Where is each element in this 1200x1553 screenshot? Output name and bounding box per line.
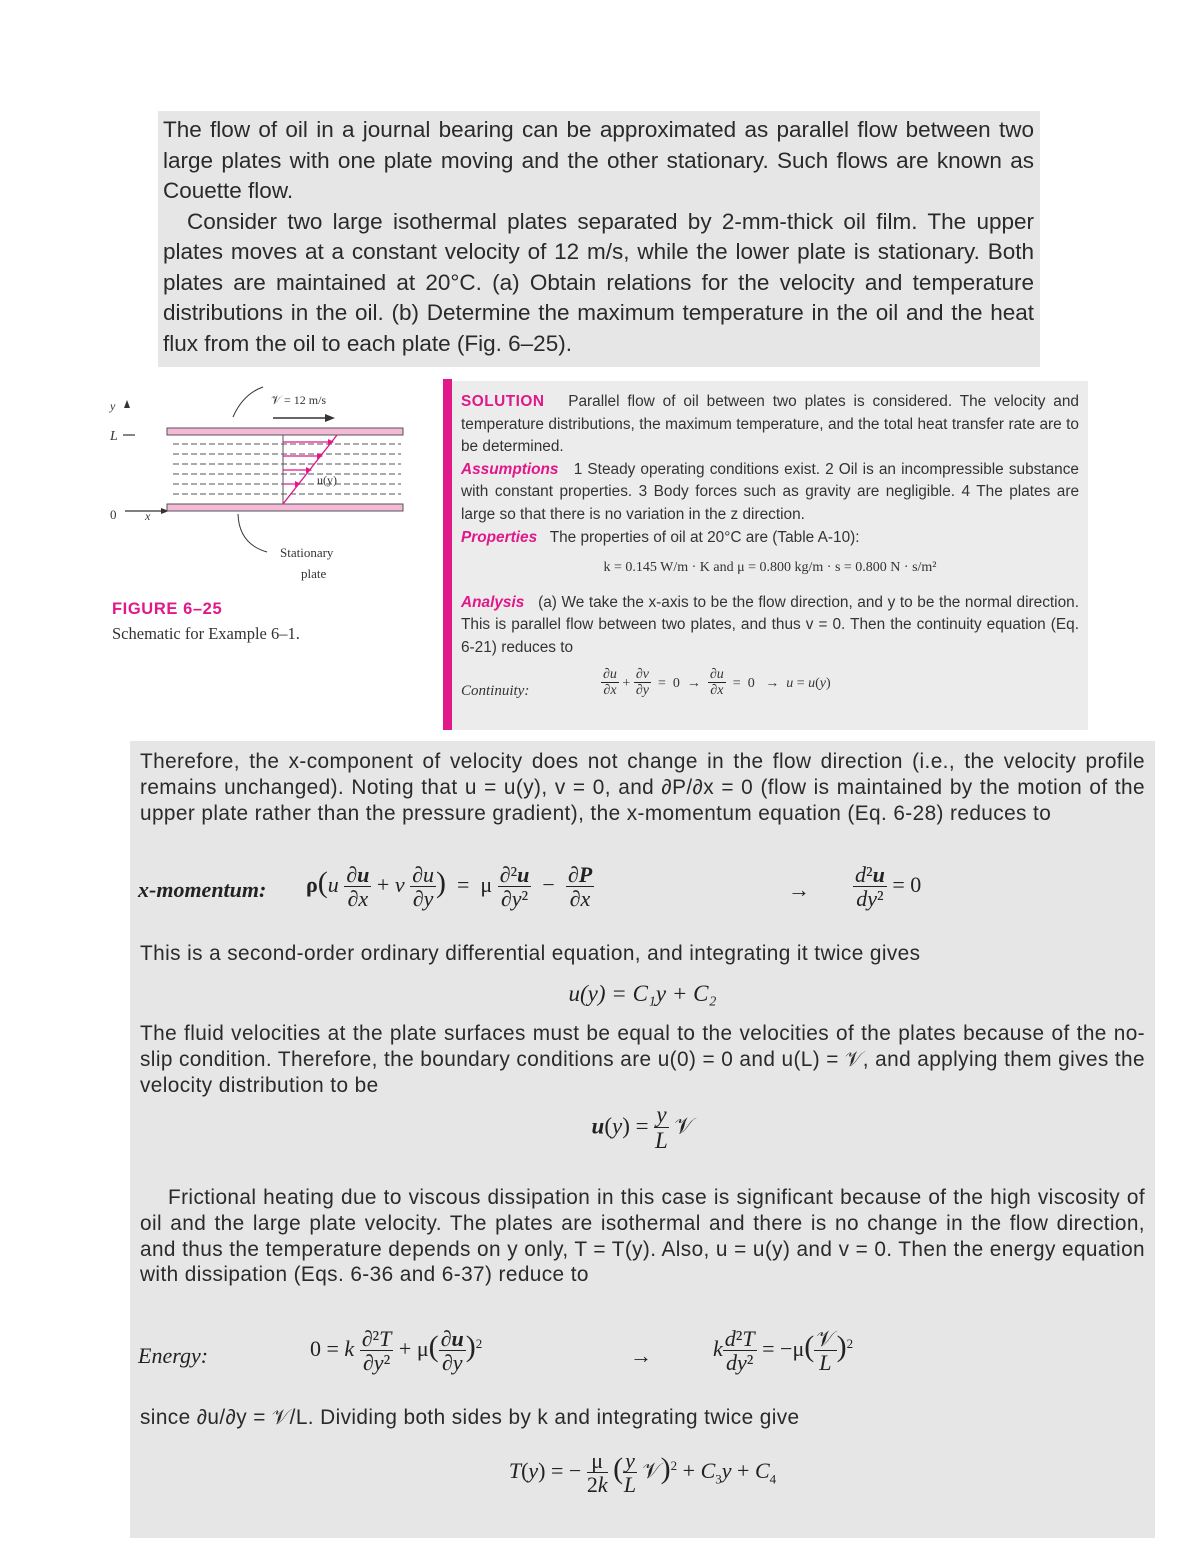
figure-caption-label: FIGURE 6–25 [112,600,223,618]
solution-text: Parallel flow of oil between two plates is considered. The velocity and temperature distributions, the maximum temperature, and the total heat transfer rate are to be determined. [461,393,1079,456]
x-momentum-label: x-momentum: [138,877,267,902]
lower-plate [167,504,403,511]
assumptions-heading: Assumptions [461,460,559,478]
velocity-arrow-head [325,414,335,422]
x-momentum-arrow: → [788,877,810,902]
x-momentum-lhs: ρ(u $\frac{\partial u}{\partial x}$ + v $\frac{\partial u}{\partial y}$ ) = μ $\frac{\text{∂²u}}{\text{∂y²}}$ − $\frac{\partial P}{\partial x}$ [306,862,593,912]
temperature-distribution-equation: T(y) = − $\frac{\mu}{2k}$ ( $\frac{y}{L}$ 𝒱)$^2$ + $C_3y + C_4$ [508,1448,777,1498]
y-axis-label: y [110,399,116,413]
solution-paragraph [461,391,1079,459]
L-label: L [110,429,118,444]
continuity-label: Continuity: [461,682,530,699]
paragraph-x-component: Therefore, the x-component of velocity does not change in the flow direction (i.e., the velocity profile remains unchanged). Noting that u = u(y), v = 0, and ∂P/∂x = 0 (flow is maintained by the motion of the upper plate rather than the pressure gradient), the x-momentum equation (Eq. 6-28) reduces to [140,750,1145,825]
stationary-label-2: plate [301,566,327,581]
figure-caption [112,600,300,644]
properties-equation: k = 0.145 W/m · K and μ = 0.800 kg/m · s = 0.800 N · s/m² [603,560,937,576]
problem-statement [158,111,1040,367]
stationary-label-1: Stationary [280,545,334,560]
x-axis-label: x [145,509,151,523]
properties-heading: Properties [461,528,538,546]
paragraph-second-order: This is a second-order ordinary differential equation, and integrating it twice gives [140,942,921,965]
paragraph-no-slip: The fluid velocities at the plate surfaces must be equal to the velocities of the plates because of the no-slip condition. Therefore, the boundary conditions are u(0) = 0 and u(L) = 𝒱, and applying them gives the velocity distribution to be [140,1022,1145,1097]
analysis-paragraph [461,592,1079,660]
continuity-equation [461,668,1079,712]
properties-text: The properties of oil at 20°C are (Table A-10): [549,528,860,546]
problem-paragraph-2: Consider two large isothermal plates separated by 2-mm-thick oil film. The upper plates moves at a constant velocity of 12 m/s, while the lower plate is stationary. Both plates are maintained at 20°C. (a) Obtain relations for the velocity and temperature distributions in the oil. (b) Determine the maximum temperature in the oil and the heat flux from the oil to each plate (Fig. 6–25). [163,208,1034,356]
continuity-formula: $\frac{\partial u}{\partial x}$ + $\frac{\partial v}{\partial y}$ = 0 → $\frac{\partial u}{\partial x}$ = 0 → u = u(y) [603,666,831,699]
velocity-distribution-equation: u(y) = $\frac{y}{L}$ 𝒱 [591,1102,694,1154]
main-derivation-box [130,741,1155,1538]
velocity-leader [233,387,263,417]
x-momentum-result: $\frac{\text{d²u}}{\text{dy²}}$ = 0 [855,862,922,912]
zero-label: 0 [110,507,117,522]
problem-paragraph-1: The flow of oil in a journal bearing can be approximated as parallel flow between two large plates with one plate moving and the other stationary. Such flows are known as Couette flow. [163,117,1034,203]
energy-lhs: 0 = k $\frac{\text{∂²T}}{\text{∂y²}}$ + μ( $\frac{\partial u}{\partial y}$ )$^2$ [310,1326,483,1376]
x-momentum-equation [138,863,1138,919]
assumptions-paragraph [461,459,1079,527]
stationary-leader [238,514,267,552]
paragraph-dividing: since ∂u/∂y = 𝒱/L. Dividing both sides by k and integrating twice give [140,1406,800,1429]
energy-equation [138,1327,1138,1387]
solution-box [443,381,1088,730]
solution-accent-bar [443,381,452,730]
upper-plate [167,428,403,435]
profile-label: u(y) [317,473,337,487]
analysis-text: (a) We take the x-axis to be the flow direction, and y to be the normal direction. This is parallel flow between two plates, and thus v = 0. Then the continuity equation (Eq. 6-21) reduces to [461,593,1079,656]
analysis-heading: Analysis [461,593,525,611]
assumptions-text-b: 4 The plates are large so that there is no variation in the z direction. [461,483,1080,523]
oil-film-lines [173,444,401,494]
couette-flow-figure [105,372,415,592]
properties-paragraph [461,527,1079,550]
paragraph-frictional-heating: Frictional heating due to viscous dissipation in this case is significant because of the high viscosity of oil and the large plate velocity. The plates are isothermal and there is no change in the flow direction, and thus the temperature depends on y only, T = T(y). Also, u = u(y) and v = 0. Then the energy equation with dissipation (Eqs. 6-36 and 6-37) reduce to [140,1186,1145,1287]
figure-caption-text: Schematic for Example 6–1. [112,624,300,643]
velocity-label: 𝒱 = 12 m/s [271,393,327,407]
solution-heading: SOLUTION [461,393,545,410]
energy-label: Energy: [138,1343,209,1368]
velocity-general-solution: u(y) = C₁y + C₂ [568,981,717,1006]
assumptions-text-a: 1 Steady operating conditions exist. 2 Oil is an incompressible substance with constant properties. 3 Body forces such as gravity are negligible. [461,460,1079,501]
energy-result: k $\frac{\text{d²T}}{\text{dy²}}$ = −μ( $\frac{\text{𝒱}}{L}$ )$^2$ [713,1326,854,1376]
energy-arrow: → [630,1343,652,1368]
y-axis-arrow [124,400,130,408]
